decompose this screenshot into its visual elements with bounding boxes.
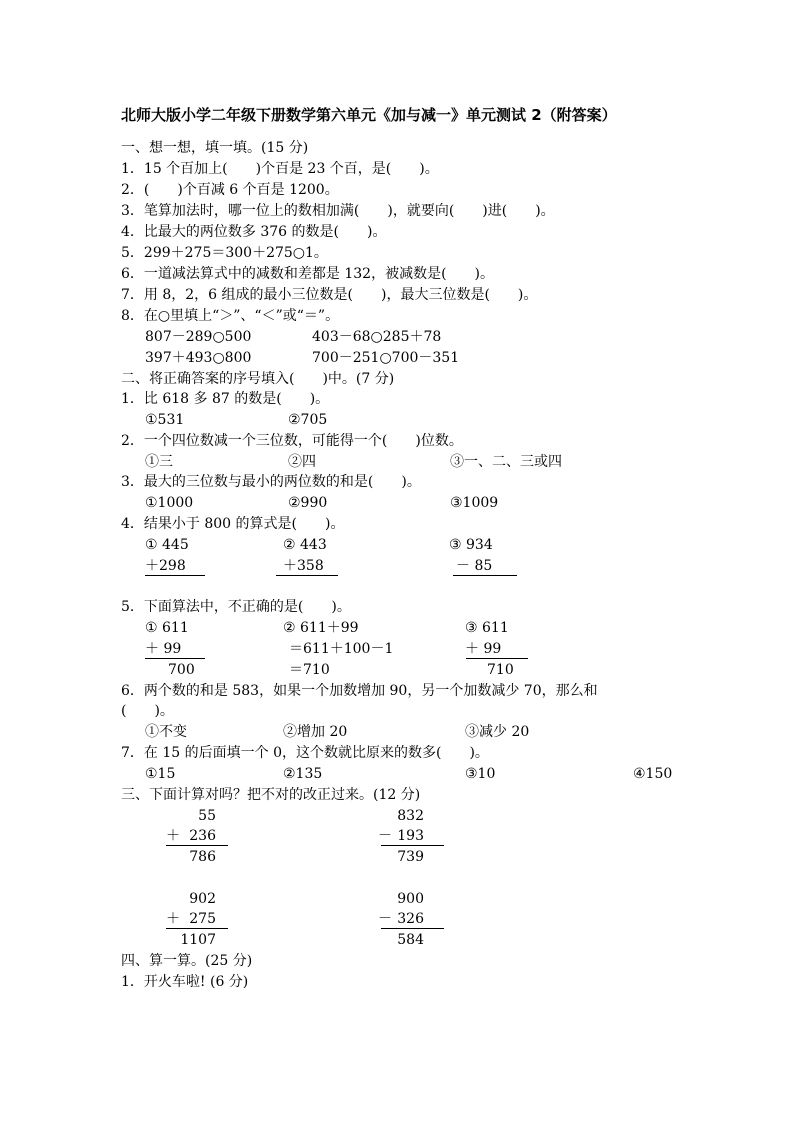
- s3-calc-a-operator: ＋: [166, 828, 180, 844]
- s2-q5-option-1-rule: [145, 658, 205, 659]
- s2-question-3: 3．最大的三位数与最小的两位数的和是( )。: [121, 474, 421, 490]
- s3-calc-d-middle: 326: [397, 911, 424, 927]
- s1-question-2: 2．( )个百减 6 个百是 1200。: [121, 182, 339, 198]
- s2-q5-option-2-middle: ＝611＋100－1: [289, 641, 394, 657]
- s2-q1-option-1: ①531: [145, 412, 185, 428]
- s2-q6-option-1: ①不变: [145, 724, 187, 740]
- s3-calc-d-top: 900: [397, 891, 424, 907]
- s1-q8-compare-c: 397＋493○800: [145, 350, 252, 366]
- s2-q7-option-3: ③10: [465, 766, 496, 782]
- s2-q4-option-3-bottom: － 85: [456, 558, 493, 574]
- page-title: 北师大版小学二年级下册数学第六单元《加与减一》单元测试 2（附答案）: [121, 106, 617, 124]
- s2-q5-option-3-result: 710: [487, 662, 514, 678]
- s1-question-4: 4．比最大的两位数多 376 的数是( )。: [121, 224, 387, 240]
- s2-q5-option-3-middle: ＋ 99: [465, 641, 502, 657]
- s2-q3-option-3: ③1009: [450, 495, 499, 511]
- s2-q5-option-1-top: ① 611: [145, 620, 189, 636]
- section-1-heading: 一、想一想，填一填。(15 分): [121, 140, 309, 156]
- s2-q3-option-1: ①1000: [145, 495, 194, 511]
- s2-q7-option-2: ②135: [283, 766, 323, 782]
- s2-q3-option-2: ②990: [288, 495, 328, 511]
- s2-q7-option-1: ①15: [145, 766, 176, 782]
- s3-calc-c-top: 902: [189, 891, 216, 907]
- s3-calc-c-operator: ＋: [166, 911, 180, 927]
- s2-q5-option-3-rule: [466, 658, 528, 659]
- s2-q5-option-2-top: ② 611＋99: [283, 620, 359, 636]
- s3-calc-d-result: 584: [397, 932, 424, 948]
- s4-question-1: 1．开火车啦! (6 分): [121, 974, 249, 990]
- s1-q8-compare-b: 403－68○285＋78: [312, 329, 442, 345]
- s2-question-2: 2．一个四位数减一个三位数，可能得一个( )位数。: [121, 433, 463, 449]
- s3-calc-d-operator: －: [378, 911, 392, 927]
- s2-q1-option-2: ②705: [288, 412, 328, 428]
- s3-calc-b-top: 832: [397, 808, 424, 824]
- s2-q5-option-2-result: ＝710: [289, 662, 330, 678]
- s2-q2-option-2: ②四: [288, 454, 316, 470]
- s3-calc-a-top: 55: [198, 808, 216, 824]
- s2-q6-option-2: ②增加 20: [283, 724, 348, 740]
- s2-q6-option-3: ③减少 20: [465, 724, 530, 740]
- s3-calc-b-result: 739: [397, 849, 424, 865]
- section-2-heading: 二、将正确答案的序号填入( )中。(7 分): [121, 371, 395, 387]
- s1-question-1: 1．15 个百加上( )个百是 23 个百，是( )。: [121, 161, 439, 177]
- s1-question-8: 8．在○里填上“＞”、“＜”或“＝”。: [121, 308, 340, 324]
- s2-question-5: 5．下面算法中，不正确的是( )。: [121, 599, 351, 615]
- s2-q4-option-3-rule: [453, 575, 517, 576]
- s3-calc-c-result: 1107: [180, 932, 216, 948]
- s2-q2-option-3: ③一、二、三或四: [450, 454, 562, 470]
- s2-q4-option-1-bottom: ＋298: [145, 558, 186, 574]
- s2-q2-option-1: ①三: [145, 454, 173, 470]
- s3-calc-c-rule: [166, 928, 228, 929]
- s3-calc-b-middle: 193: [397, 828, 424, 844]
- s1-question-5: 5．299＋275＝300＋275○1。: [121, 245, 328, 261]
- s1-question-6: 6．一道减法算式中的减数和差都是 132，被减数是( )。: [121, 266, 495, 282]
- s2-q4-option-2-bottom: ＋358: [283, 558, 324, 574]
- s1-question-3: 3．笔算加法时，哪一位上的数相加满( )，就要向( )进( )。: [121, 203, 555, 219]
- s2-q5-option-1-middle: ＋ 99: [145, 641, 182, 657]
- s2-question-6-line-2: ( )。: [121, 703, 174, 719]
- s3-calc-b-rule: [381, 845, 444, 846]
- s3-calc-a-middle: 236: [189, 828, 216, 844]
- s3-calc-c-middle: 275: [189, 911, 216, 927]
- s2-q7-option-4: ④150: [633, 766, 673, 782]
- s3-calc-a-result: 786: [189, 849, 216, 865]
- s1-q8-compare-d: 700－251○700－351: [312, 350, 460, 366]
- s2-q4-option-1-top: ① 445: [145, 537, 189, 553]
- s1-question-7: 7．用 8，2，6 组成的最小三位数是( )，最大三位数是( )。: [121, 287, 538, 303]
- section-4-heading: 四、算一算。(25 分): [121, 953, 253, 969]
- s3-calc-d-rule: [381, 928, 444, 929]
- s2-q4-option-3-top: ③ 934: [449, 537, 493, 553]
- s2-q5-option-1-result: 700: [168, 662, 195, 678]
- s2-q5-option-3-top: ③ 611: [465, 620, 509, 636]
- s2-question-4: 4．结果小于 800 的算式是( )。: [121, 516, 345, 532]
- s2-q4-option-2-rule: [276, 575, 338, 576]
- s2-q4-option-1-rule: [145, 575, 205, 576]
- s2-question-6-line-1: 6．两个数的和是 583，如果一个加数增加 90，另一个加数减少 70，那么和: [121, 683, 598, 699]
- section-3-heading: 三、下面计算对吗？把不对的改正过来。(12 分): [121, 787, 421, 803]
- s3-calc-b-operator: －: [378, 828, 392, 844]
- s1-q8-compare-a: 807－289○500: [145, 329, 252, 345]
- s2-question-1: 1．比 618 多 87 的数是( )。: [121, 391, 330, 407]
- s2-q4-option-2-top: ② 443: [283, 537, 327, 553]
- s2-question-7: 7．在 15 的后面填一个 0，这个数就比原来的数多( )。: [121, 745, 489, 761]
- s3-calc-a-rule: [166, 845, 228, 846]
